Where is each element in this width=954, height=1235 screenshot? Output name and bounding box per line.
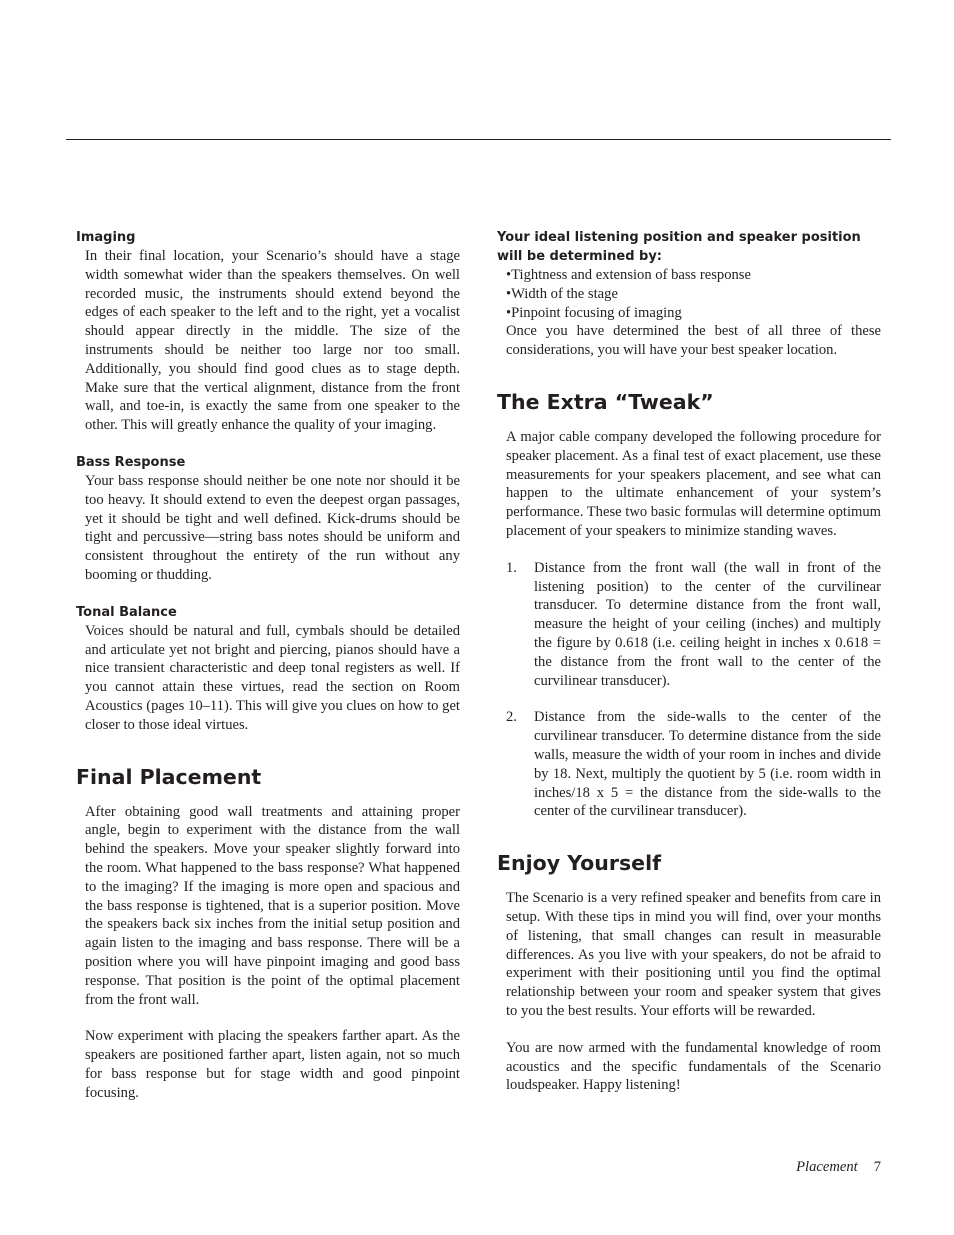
extra-tweak-heading: The Extra “Tweak” xyxy=(497,389,714,414)
enjoy-yourself-heading: Enjoy Yourself xyxy=(497,851,662,876)
right-column xyxy=(497,228,881,1095)
tonal-balance-text: Voices should be natural and full, cymbals should be detailed and articulate yet not bright and piercing, pianos should have a nice transient characteristic and deep tonal registers as well. If you cannot attain these virtues, read the section on Room Acoustics (pages 10–11). This will give you clues on how to get closer to those ideal virtues. xyxy=(85,622,460,733)
ideal-position-title: Your ideal listening position and speaker position will be determined by: xyxy=(497,230,861,264)
bass-response-text: Your bass response should neither be one note nor should it be too heavy. It should extend to even the deepest organ passages, yet it should be tight and well defined. Kick-drums should be tight and percussive—string bass notes should be uniform and consistent throughout the entirety of the run without any booming or thudding. xyxy=(85,472,460,583)
enjoy-yourself-p2: You are now armed with the fundamental knowledge of room acoustics and the specific fundamentals of the Scenario loudspeaker. Happy listening! xyxy=(506,1039,881,1094)
bass-response-title: Bass Response xyxy=(76,454,186,470)
ideal-bullet-2: •Width of the stage xyxy=(506,285,618,302)
enjoy-yourself-p1: The Scenario is a very refined speaker and benefits from care in setup. With these tips in mind you will find, over your months of listening, that small changes can result in measurable differences. As you live with your speakers, do not be afraid to experiment with their positioning until you find the optimal relationship between your room and speaker system that gives to you the best results. Your efforts will be rewarded. xyxy=(506,890,881,1019)
imaging-title: Imaging xyxy=(76,230,136,245)
tweak-item-1-text: Distance from the front wall (the wall in front of the listening position) to the center of the curvilinear transducer. To determine distance from the front wall, measure the height of your ceiling (inches) and multiply the figure by 0.618 (i.e. ceiling height in inches x 0.618 = the distance from the front wall to the center of the curvilinear transducer). xyxy=(534,559,881,689)
page-number: 7 xyxy=(873,1159,881,1175)
left-column xyxy=(76,228,460,1102)
header-rule xyxy=(66,139,891,140)
final-placement-p1: After obtaining good wall treatments and attaining proper angle, begin to experiment with the distance from the wall behind the speakers. Move your speaker slightly forward into the room. What happened to the bass response? What happened to the imaging? If the imaging is more open and spacious and the bass response is tightened, that is a superior position. Move the speakers back six inches from the initial setup position and again listen to the imaging and bass response. There will be a position where you will have pinpoint imaging and good bass response. That position is the point of the optimal placement from the front wall. xyxy=(85,803,460,1008)
tweak-item-2 xyxy=(506,708,881,821)
ideal-bullet-3: •Pinpoint focusing of imaging xyxy=(506,304,682,321)
ideal-position-text: Once you have determined the best of all three of these considerations, you will have your best speaker location. xyxy=(506,323,881,359)
page-footer xyxy=(760,1159,881,1176)
ideal-bullet-1: •Tightness and extension of bass response xyxy=(506,267,751,283)
tweak-item-1-number: 1. xyxy=(506,559,517,576)
tonal-balance-title: Tonal Balance xyxy=(76,604,177,620)
imaging-text: In their final location, your Scenario’s should have a stage width somewhat wider than the speakers themselves. On well recorded music, the instruments should extend beyond the edges of each speaker to the left and to the right, yet a vocalist should appear directly in the middle. The size of the instruments should be neither too large nor too small. Additionally, you should find good clues as to stage depth. Make sure that the vertical alignment, distance from the front wall, and toe-in, is exactly the same from one speaker to the other. This will greatly enhance the quality of your imaging. xyxy=(85,248,460,434)
final-placement-p2: Now experiment with placing the speakers farther apart. As the speakers are positioned farther apart, listen again, not so much for bass response but for stage width and good pinpoint focusing. xyxy=(85,1028,460,1101)
extra-tweak-intro: A major cable company developed the following procedure for speaker placement. As a final test of exact placement, use these measurements for your speakers placement, and see what can happen to the ultimate enhancement of your system’s performance. These two basic formulas will determine optimum placement of your speakers to minimize standing waves. xyxy=(506,428,882,539)
tweak-item-1 xyxy=(506,559,881,691)
tweak-item-2-number: 2. xyxy=(506,709,517,726)
tweak-item-2-text: Distance from the side-walls to the center of the curvilinear transducer. To determine distance from the side walls, measure the width of your room in inches and divide by 18. Next, multiply the quotient by 5 (i.e. room width in inches/18 x 5 = the distance from the side-walls to the center of the curvilinear transducer). xyxy=(534,709,881,820)
final-placement-heading: Final Placement xyxy=(76,764,262,789)
footer-section-name: Placement xyxy=(796,1159,858,1175)
